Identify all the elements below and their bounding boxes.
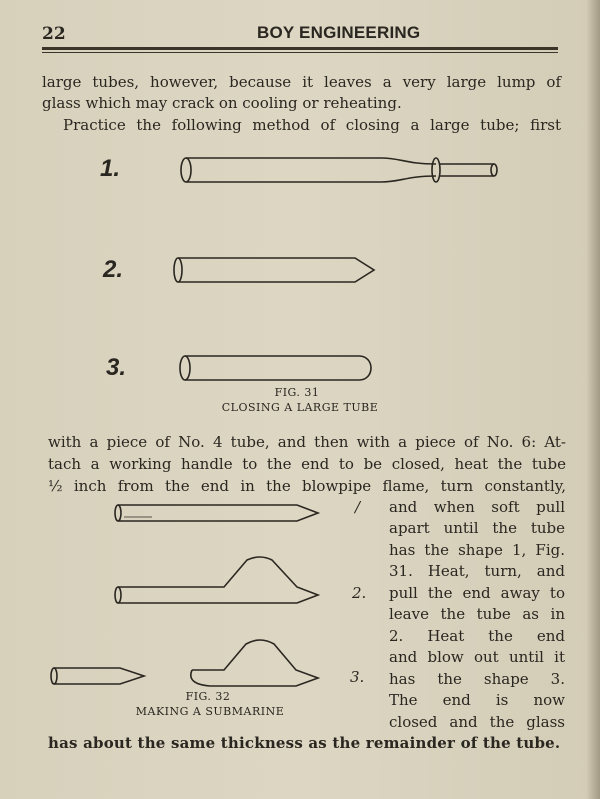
page-edge-shadow [586,0,600,799]
text-line: and blow out until it [389,648,565,666]
header-rule [42,47,558,50]
text-line: large tubes, however, because it leaves a very large lump of [42,73,561,91]
header-rule-thin [42,52,558,53]
text-line: apart until the tube [389,519,565,537]
fig32-label-3: 3. [350,668,365,686]
text-line: has the shape 1, Fig. [389,541,565,559]
fig31-tube-3 [175,354,375,384]
text-line: with a piece of No. 4 tube, and then with a piece of No. 6: At- [48,433,566,451]
text-line: closed and the glass [389,713,565,731]
page-number: 22 [42,24,66,44]
running-title: BOY ENGINEERING [257,23,421,42]
fig32-tube-2 [112,552,324,608]
text-line: 2. Heat the end [389,627,565,645]
text-line: glass which may crack on cooling or reheating. [42,94,402,112]
text-line: leave the tube as in [389,605,565,623]
text-line: and when soft pull [389,498,565,516]
fig32-title: MAKING A SUBMARINE [135,705,285,718]
text-line: tach a working handle to the end to be closed, heat the tube [48,455,566,473]
text-line: 31. Heat, turn, and [389,562,565,580]
fig31-number: FIG. 31 [274,386,320,399]
fig32-number: FIG. 32 [185,690,231,703]
fig31-tube-1 [176,150,506,190]
fig31-label-2: 2. [103,256,124,283]
fig31-tube-2 [170,256,380,286]
fig32-handle [48,662,148,690]
text-line: has the shape 3. [389,670,565,688]
text-line: ½ inch from the end in the blowpipe flame, turn constantly, [48,477,566,495]
fig32-label-2: 2. [352,584,367,602]
fig32-tube-3 [180,632,324,690]
text-line: The end is now [389,691,565,709]
text-line: has about the same thickness as the remainder of the tube. [48,734,561,752]
text-line: Practice the following method of closing a large tube; first [63,116,561,134]
text-line: pull the end away to [389,584,565,602]
fig32-label-1: / [355,498,361,516]
fig32-tube-1 [112,500,324,528]
fig31-label-1: 1. [100,155,121,182]
fig31-title: CLOSING A LARGE TUBE [221,401,379,414]
fig31-label-3: 3. [106,354,127,381]
